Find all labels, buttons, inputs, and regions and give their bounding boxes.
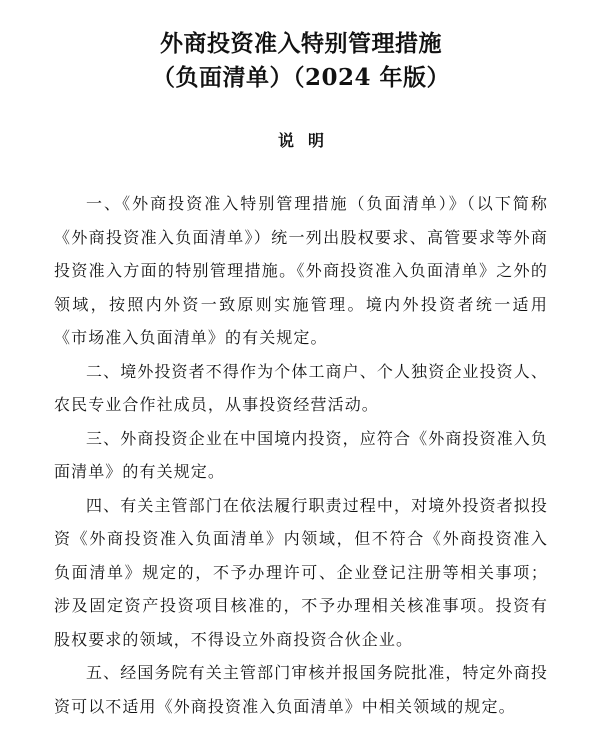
paragraph-2: 二、境外投资者不得作为个体工商户、个人独资企业投资人、农民专业合作社成员，从事投资经营活动。 [54,361,548,414]
body-text [54,187,548,723]
document-title [54,0,548,95]
paragraph-4: 四、有关主管部门在依法履行职责过程中，对境外投资者拟投资《外商投资准入负面清单》内领域，但不符合《外商投资准入负面清单》规定的，不予办理许可、企业登记注册等相关事项；涉及固定资产投资项目核准的，不予办理相关核准事项。投资有股权要求的领域，不得设立外商投资合伙企业。 [54,495,548,649]
title-line-1: 外商投资准入特别管理措施 [160,30,442,57]
paragraph-5: 五、经国务院有关主管部门审核并报国务院批准，特定外商投资可以不适用《外商投资准入负面清单》中相关领域的规定。 [54,663,548,716]
paragraph-1: 一、《外商投资准入特别管理措施（负面清单）》（以下简称《外商投资准入负面清单》）统一列出股权要求、高管要求等外商投资准入方面的特别管理措施。《外商投资准入负面清单》之外的领域，按照内外资一致原则实施管理。境内外投资者统一适用《市场准入负面清单》的有关规定。 [54,194,548,347]
paragraph-3: 三、外商投资企业在中国境内投资，应符合《外商投资准入负面清单》的有关规定。 [54,428,548,481]
section-heading: 说明 [277,131,338,150]
title-line-2: （负面清单）（2024 年版） [151,64,451,91]
